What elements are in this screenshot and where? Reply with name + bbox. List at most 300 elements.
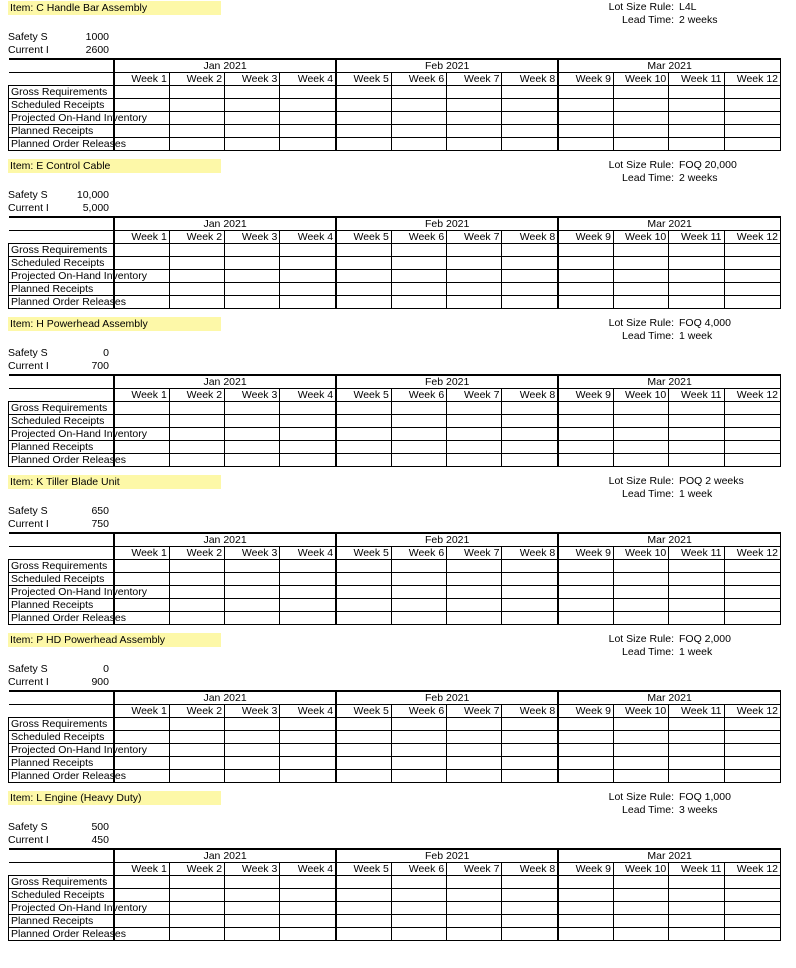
- mrp-cell[interactable]: [169, 731, 224, 744]
- mrp-cell[interactable]: [502, 296, 558, 309]
- mrp-cell[interactable]: [280, 744, 336, 757]
- mrp-cell[interactable]: [669, 599, 724, 612]
- mrp-cell[interactable]: [225, 257, 280, 270]
- mrp-cell[interactable]: [336, 283, 391, 296]
- mrp-cell[interactable]: [280, 402, 336, 415]
- mrp-cell[interactable]: [502, 928, 558, 941]
- mrp-cell[interactable]: [280, 599, 336, 612]
- mrp-cell[interactable]: [280, 915, 336, 928]
- mrp-cell[interactable]: [336, 415, 391, 428]
- mrp-cell[interactable]: [447, 915, 502, 928]
- mrp-cell[interactable]: [447, 928, 502, 941]
- mrp-cell[interactable]: [669, 441, 724, 454]
- mrp-cell[interactable]: [169, 573, 224, 586]
- mrp-cell[interactable]: [114, 283, 169, 296]
- mrp-cell[interactable]: [336, 270, 391, 283]
- mrp-cell[interactable]: [558, 428, 613, 441]
- mrp-cell[interactable]: [225, 560, 280, 573]
- mrp-cell[interactable]: [447, 99, 502, 112]
- mrp-cell[interactable]: [558, 99, 613, 112]
- mrp-cell[interactable]: [724, 757, 780, 770]
- mrp-cell[interactable]: [447, 112, 502, 125]
- mrp-cell[interactable]: [225, 283, 280, 296]
- mrp-cell[interactable]: [447, 770, 502, 783]
- mrp-cell[interactable]: [114, 257, 169, 270]
- mrp-cell[interactable]: [447, 257, 502, 270]
- mrp-cell[interactable]: [558, 770, 613, 783]
- mrp-cell[interactable]: [558, 125, 613, 138]
- mrp-cell[interactable]: [558, 454, 613, 467]
- mrp-cell[interactable]: [336, 889, 391, 902]
- mrp-cell[interactable]: [225, 757, 280, 770]
- mrp-cell[interactable]: [391, 86, 446, 99]
- mrp-cell[interactable]: [558, 560, 613, 573]
- mrp-cell[interactable]: [225, 244, 280, 257]
- mrp-cell[interactable]: [391, 125, 446, 138]
- mrp-cell[interactable]: [336, 560, 391, 573]
- mrp-cell[interactable]: [724, 244, 780, 257]
- mrp-cell[interactable]: [502, 770, 558, 783]
- mrp-cell[interactable]: [225, 125, 280, 138]
- mrp-cell[interactable]: [669, 770, 724, 783]
- mrp-cell[interactable]: [613, 257, 668, 270]
- mrp-cell[interactable]: [669, 731, 724, 744]
- mrp-cell[interactable]: [169, 415, 224, 428]
- mrp-cell[interactable]: [447, 718, 502, 731]
- mrp-cell[interactable]: [613, 586, 668, 599]
- mrp-cell[interactable]: [613, 428, 668, 441]
- mrp-cell[interactable]: [502, 718, 558, 731]
- mrp-cell[interactable]: [613, 112, 668, 125]
- mrp-cell[interactable]: [613, 415, 668, 428]
- mrp-cell[interactable]: [613, 283, 668, 296]
- mrp-cell[interactable]: [724, 612, 780, 625]
- mrp-cell[interactable]: [502, 402, 558, 415]
- mrp-cell[interactable]: [114, 915, 169, 928]
- mrp-cell[interactable]: [669, 99, 724, 112]
- mrp-cell[interactable]: [613, 296, 668, 309]
- mrp-cell[interactable]: [391, 757, 446, 770]
- mrp-cell[interactable]: [447, 757, 502, 770]
- mrp-cell[interactable]: [613, 889, 668, 902]
- mrp-cell[interactable]: [225, 731, 280, 744]
- mrp-cell[interactable]: [391, 441, 446, 454]
- mrp-cell[interactable]: [225, 718, 280, 731]
- mrp-cell[interactable]: [169, 283, 224, 296]
- mrp-cell[interactable]: [613, 454, 668, 467]
- mrp-cell[interactable]: [502, 244, 558, 257]
- mrp-cell[interactable]: [558, 138, 613, 151]
- mrp-cell[interactable]: [225, 138, 280, 151]
- mrp-cell[interactable]: [280, 296, 336, 309]
- mrp-cell[interactable]: [225, 902, 280, 915]
- mrp-cell[interactable]: [669, 560, 724, 573]
- mrp-cell[interactable]: [336, 402, 391, 415]
- mrp-cell[interactable]: [558, 889, 613, 902]
- mrp-cell[interactable]: [502, 112, 558, 125]
- mrp-cell[interactable]: [724, 573, 780, 586]
- mrp-cell[interactable]: [114, 244, 169, 257]
- mrp-cell[interactable]: [169, 889, 224, 902]
- mrp-cell[interactable]: [280, 428, 336, 441]
- mrp-cell[interactable]: [114, 560, 169, 573]
- mrp-cell[interactable]: [724, 402, 780, 415]
- mrp-cell[interactable]: [669, 244, 724, 257]
- mrp-cell[interactable]: [336, 573, 391, 586]
- mrp-cell[interactable]: [558, 270, 613, 283]
- mrp-cell[interactable]: [502, 586, 558, 599]
- mrp-cell[interactable]: [724, 744, 780, 757]
- mrp-cell[interactable]: [114, 125, 169, 138]
- mrp-cell[interactable]: [669, 86, 724, 99]
- mrp-cell[interactable]: [169, 454, 224, 467]
- mrp-cell[interactable]: [114, 889, 169, 902]
- mrp-cell[interactable]: [169, 112, 224, 125]
- mrp-cell[interactable]: [169, 718, 224, 731]
- mrp-cell[interactable]: [724, 125, 780, 138]
- mrp-cell[interactable]: [502, 902, 558, 915]
- mrp-cell[interactable]: [669, 112, 724, 125]
- mrp-cell[interactable]: [336, 99, 391, 112]
- mrp-cell[interactable]: [169, 402, 224, 415]
- mrp-cell[interactable]: [336, 876, 391, 889]
- mrp-cell[interactable]: [724, 902, 780, 915]
- mrp-cell[interactable]: [391, 889, 446, 902]
- mrp-cell[interactable]: [724, 99, 780, 112]
- mrp-cell[interactable]: [613, 560, 668, 573]
- mrp-cell[interactable]: [447, 612, 502, 625]
- mrp-cell[interactable]: [613, 876, 668, 889]
- mrp-cell[interactable]: [336, 744, 391, 757]
- mrp-cell[interactable]: [280, 731, 336, 744]
- mrp-cell[interactable]: [558, 915, 613, 928]
- mrp-cell[interactable]: [447, 428, 502, 441]
- mrp-cell[interactable]: [225, 889, 280, 902]
- mrp-cell[interactable]: [225, 586, 280, 599]
- mrp-cell[interactable]: [613, 599, 668, 612]
- mrp-cell[interactable]: [280, 257, 336, 270]
- mrp-cell[interactable]: [169, 876, 224, 889]
- mrp-cell[interactable]: [391, 415, 446, 428]
- mrp-cell[interactable]: [169, 560, 224, 573]
- mrp-cell[interactable]: [613, 744, 668, 757]
- mrp-cell[interactable]: [558, 283, 613, 296]
- mrp-cell[interactable]: [558, 612, 613, 625]
- mrp-cell[interactable]: [724, 928, 780, 941]
- mrp-cell[interactable]: [669, 889, 724, 902]
- mrp-cell[interactable]: [169, 599, 224, 612]
- mrp-cell[interactable]: [669, 296, 724, 309]
- mrp-cell[interactable]: [447, 902, 502, 915]
- mrp-cell[interactable]: [724, 415, 780, 428]
- mrp-cell[interactable]: [447, 876, 502, 889]
- mrp-cell[interactable]: [336, 586, 391, 599]
- mrp-cell[interactable]: [669, 757, 724, 770]
- mrp-cell[interactable]: [169, 270, 224, 283]
- mrp-cell[interactable]: [669, 428, 724, 441]
- mrp-cell[interactable]: [613, 731, 668, 744]
- mrp-cell[interactable]: [280, 125, 336, 138]
- mrp-cell[interactable]: [391, 928, 446, 941]
- mrp-cell[interactable]: [391, 428, 446, 441]
- mrp-cell[interactable]: [502, 889, 558, 902]
- mrp-cell[interactable]: [502, 99, 558, 112]
- mrp-cell[interactable]: [280, 99, 336, 112]
- mrp-cell[interactable]: [169, 99, 224, 112]
- mrp-cell[interactable]: [225, 770, 280, 783]
- mrp-cell[interactable]: [336, 599, 391, 612]
- mrp-cell[interactable]: [613, 402, 668, 415]
- mrp-cell[interactable]: [558, 718, 613, 731]
- mrp-cell[interactable]: [613, 718, 668, 731]
- mrp-cell[interactable]: [724, 560, 780, 573]
- mrp-cell[interactable]: [280, 138, 336, 151]
- mrp-cell[interactable]: [558, 731, 613, 744]
- mrp-cell[interactable]: [114, 731, 169, 744]
- mrp-cell[interactable]: [391, 718, 446, 731]
- mrp-cell[interactable]: [225, 415, 280, 428]
- mrp-cell[interactable]: [225, 744, 280, 757]
- mrp-cell[interactable]: [225, 915, 280, 928]
- mrp-cell[interactable]: [280, 454, 336, 467]
- mrp-cell[interactable]: [447, 560, 502, 573]
- mrp-cell[interactable]: [169, 257, 224, 270]
- mrp-cell[interactable]: [391, 915, 446, 928]
- mrp-cell[interactable]: [669, 138, 724, 151]
- mrp-cell[interactable]: [613, 138, 668, 151]
- mrp-cell[interactable]: [558, 402, 613, 415]
- mrp-cell[interactable]: [336, 757, 391, 770]
- mrp-cell[interactable]: [724, 86, 780, 99]
- mrp-cell[interactable]: [613, 441, 668, 454]
- mrp-cell[interactable]: [225, 573, 280, 586]
- mrp-cell[interactable]: [169, 125, 224, 138]
- mrp-cell[interactable]: [502, 441, 558, 454]
- mrp-cell[interactable]: [724, 876, 780, 889]
- mrp-cell[interactable]: [502, 86, 558, 99]
- mrp-cell[interactable]: [558, 296, 613, 309]
- mrp-cell[interactable]: [225, 99, 280, 112]
- mrp-cell[interactable]: [724, 138, 780, 151]
- mrp-cell[interactable]: [225, 612, 280, 625]
- mrp-cell[interactable]: [280, 889, 336, 902]
- mrp-cell[interactable]: [225, 428, 280, 441]
- mrp-cell[interactable]: [225, 876, 280, 889]
- mrp-cell[interactable]: [336, 770, 391, 783]
- mrp-cell[interactable]: [502, 257, 558, 270]
- mrp-cell[interactable]: [669, 283, 724, 296]
- mrp-cell[interactable]: [336, 441, 391, 454]
- mrp-cell[interactable]: [169, 744, 224, 757]
- mrp-cell[interactable]: [225, 599, 280, 612]
- mrp-cell[interactable]: [502, 573, 558, 586]
- mrp-cell[interactable]: [447, 86, 502, 99]
- mrp-cell[interactable]: [558, 86, 613, 99]
- mrp-cell[interactable]: [169, 770, 224, 783]
- mrp-cell[interactable]: [169, 612, 224, 625]
- mrp-cell[interactable]: [280, 902, 336, 915]
- mrp-cell[interactable]: [558, 902, 613, 915]
- mrp-cell[interactable]: [336, 612, 391, 625]
- mrp-cell[interactable]: [613, 99, 668, 112]
- mrp-cell[interactable]: [336, 902, 391, 915]
- mrp-cell[interactable]: [114, 441, 169, 454]
- mrp-cell[interactable]: [669, 125, 724, 138]
- mrp-cell[interactable]: [724, 283, 780, 296]
- mrp-cell[interactable]: [336, 257, 391, 270]
- mrp-cell[interactable]: [613, 915, 668, 928]
- mrp-cell[interactable]: [502, 428, 558, 441]
- mrp-cell[interactable]: [724, 428, 780, 441]
- mrp-cell[interactable]: [280, 86, 336, 99]
- mrp-cell[interactable]: [169, 902, 224, 915]
- mrp-cell[interactable]: [669, 915, 724, 928]
- mrp-cell[interactable]: [336, 915, 391, 928]
- mrp-cell[interactable]: [114, 86, 169, 99]
- mrp-cell[interactable]: [391, 902, 446, 915]
- mrp-cell[interactable]: [336, 731, 391, 744]
- mrp-cell[interactable]: [613, 125, 668, 138]
- mrp-cell[interactable]: [724, 915, 780, 928]
- mrp-cell[interactable]: [447, 244, 502, 257]
- mrp-cell[interactable]: [280, 612, 336, 625]
- mrp-cell[interactable]: [225, 86, 280, 99]
- mrp-cell[interactable]: [391, 402, 446, 415]
- mrp-cell[interactable]: [447, 599, 502, 612]
- mrp-cell[interactable]: [447, 415, 502, 428]
- mrp-cell[interactable]: [669, 454, 724, 467]
- mrp-cell[interactable]: [613, 244, 668, 257]
- mrp-cell[interactable]: [724, 731, 780, 744]
- mrp-cell[interactable]: [336, 718, 391, 731]
- mrp-cell[interactable]: [502, 560, 558, 573]
- mrp-cell[interactable]: [280, 876, 336, 889]
- mrp-cell[interactable]: [724, 770, 780, 783]
- mrp-cell[interactable]: [225, 402, 280, 415]
- mrp-cell[interactable]: [280, 770, 336, 783]
- mrp-cell[interactable]: [558, 599, 613, 612]
- mrp-cell[interactable]: [336, 244, 391, 257]
- mrp-cell[interactable]: [724, 889, 780, 902]
- mrp-cell[interactable]: [280, 270, 336, 283]
- mrp-cell[interactable]: [669, 573, 724, 586]
- mrp-cell[interactable]: [502, 612, 558, 625]
- mrp-cell[interactable]: [336, 454, 391, 467]
- mrp-cell[interactable]: [391, 612, 446, 625]
- mrp-cell[interactable]: [391, 138, 446, 151]
- mrp-cell[interactable]: [391, 876, 446, 889]
- mrp-cell[interactable]: [114, 415, 169, 428]
- mrp-cell[interactable]: [447, 586, 502, 599]
- mrp-cell[interactable]: [613, 928, 668, 941]
- mrp-cell[interactable]: [114, 757, 169, 770]
- mrp-cell[interactable]: [724, 586, 780, 599]
- mrp-cell[interactable]: [613, 270, 668, 283]
- mrp-cell[interactable]: [724, 454, 780, 467]
- mrp-cell[interactable]: [280, 283, 336, 296]
- mrp-cell[interactable]: [502, 125, 558, 138]
- mrp-cell[interactable]: [114, 402, 169, 415]
- mrp-cell[interactable]: [447, 402, 502, 415]
- mrp-cell[interactable]: [502, 283, 558, 296]
- mrp-cell[interactable]: [169, 915, 224, 928]
- mrp-cell[interactable]: [280, 415, 336, 428]
- mrp-cell[interactable]: [502, 599, 558, 612]
- mrp-cell[interactable]: [558, 744, 613, 757]
- mrp-cell[interactable]: [336, 125, 391, 138]
- mrp-cell[interactable]: [114, 876, 169, 889]
- mrp-cell[interactable]: [225, 441, 280, 454]
- mrp-cell[interactable]: [724, 296, 780, 309]
- mrp-cell[interactable]: [724, 599, 780, 612]
- mrp-cell[interactable]: [391, 586, 446, 599]
- mrp-cell[interactable]: [391, 283, 446, 296]
- mrp-cell[interactable]: [280, 112, 336, 125]
- mrp-cell[interactable]: [447, 283, 502, 296]
- mrp-cell[interactable]: [447, 731, 502, 744]
- mrp-cell[interactable]: [336, 112, 391, 125]
- mrp-cell[interactable]: [502, 757, 558, 770]
- mrp-cell[interactable]: [669, 402, 724, 415]
- mrp-cell[interactable]: [502, 138, 558, 151]
- mrp-cell[interactable]: [336, 928, 391, 941]
- mrp-cell[interactable]: [447, 454, 502, 467]
- mrp-cell[interactable]: [169, 86, 224, 99]
- mrp-cell[interactable]: [280, 757, 336, 770]
- mrp-cell[interactable]: [447, 138, 502, 151]
- mrp-cell[interactable]: [225, 454, 280, 467]
- mrp-cell[interactable]: [336, 428, 391, 441]
- mrp-cell[interactable]: [336, 296, 391, 309]
- mrp-cell[interactable]: [558, 586, 613, 599]
- mrp-cell[interactable]: [391, 573, 446, 586]
- mrp-cell[interactable]: [169, 244, 224, 257]
- mrp-cell[interactable]: [669, 586, 724, 599]
- mrp-cell[interactable]: [447, 125, 502, 138]
- mrp-cell[interactable]: [724, 718, 780, 731]
- mrp-cell[interactable]: [169, 296, 224, 309]
- mrp-cell[interactable]: [613, 573, 668, 586]
- mrp-cell[interactable]: [558, 415, 613, 428]
- mrp-cell[interactable]: [169, 428, 224, 441]
- mrp-cell[interactable]: [391, 454, 446, 467]
- mrp-cell[interactable]: [225, 270, 280, 283]
- mrp-cell[interactable]: [558, 112, 613, 125]
- mrp-cell[interactable]: [724, 270, 780, 283]
- mrp-cell[interactable]: [502, 415, 558, 428]
- mrp-cell[interactable]: [225, 296, 280, 309]
- mrp-cell[interactable]: [669, 928, 724, 941]
- mrp-cell[interactable]: [447, 889, 502, 902]
- mrp-cell[interactable]: [225, 112, 280, 125]
- mrp-cell[interactable]: [169, 586, 224, 599]
- mrp-cell[interactable]: [391, 112, 446, 125]
- mrp-cell[interactable]: [669, 612, 724, 625]
- mrp-cell[interactable]: [114, 718, 169, 731]
- mrp-cell[interactable]: [613, 902, 668, 915]
- mrp-cell[interactable]: [447, 744, 502, 757]
- mrp-cell[interactable]: [336, 138, 391, 151]
- mrp-cell[interactable]: [613, 86, 668, 99]
- mrp-cell[interactable]: [613, 612, 668, 625]
- mrp-cell[interactable]: [558, 876, 613, 889]
- mrp-cell[interactable]: [558, 757, 613, 770]
- mrp-cell[interactable]: [502, 876, 558, 889]
- mrp-cell[interactable]: [169, 928, 224, 941]
- mrp-cell[interactable]: [669, 257, 724, 270]
- mrp-cell[interactable]: [391, 257, 446, 270]
- mrp-cell[interactable]: [391, 99, 446, 112]
